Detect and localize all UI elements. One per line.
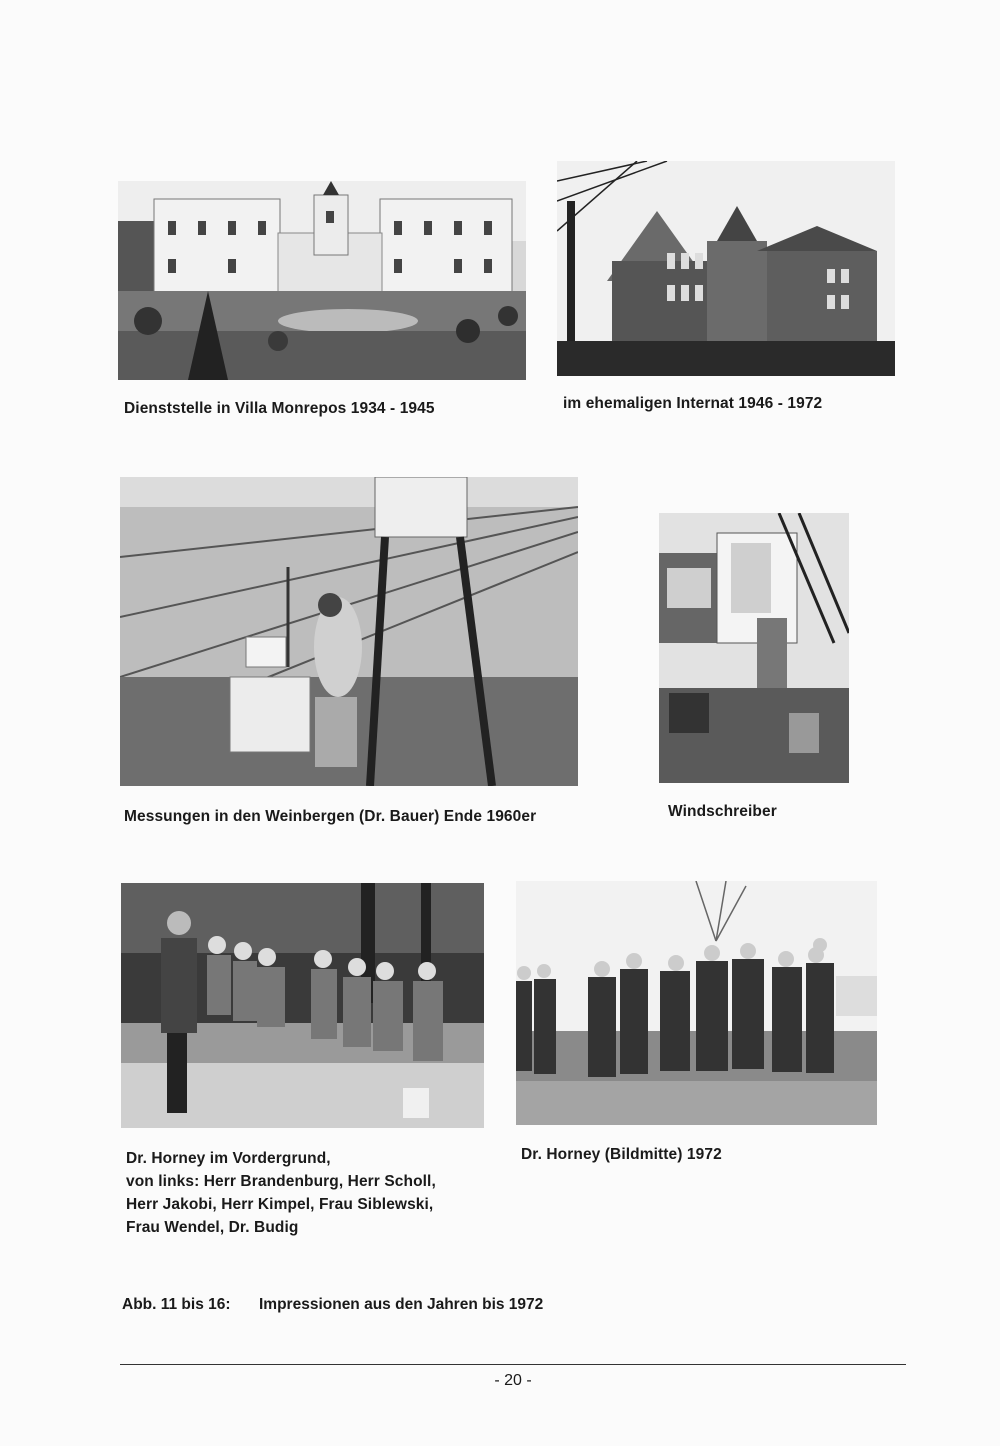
caption-line: Dr. Horney im Vordergrund, [126,1150,331,1167]
caption-weinberg-messungen: Messungen in den Weinbergen (Dr. Bauer) Ende 1960er [124,808,537,825]
photo-weinberg-messungen [120,477,578,786]
caption-villa-monrepos: Dienststelle in Villa Monrepos 1934 - 1945 [124,400,435,417]
photo-group-sitting [121,883,484,1128]
caption-internat: im ehemaligen Internat 1946 - 1972 [563,395,823,412]
caption-group-sitting [126,1147,436,1239]
figure-caption [122,1296,543,1314]
photo-villa-monrepos [118,181,526,380]
caption-line: von links: Herr Brandenburg, Herr Scholl, [126,1173,436,1190]
photo-internat [557,161,895,376]
caption-group-standing: Dr. Horney (Bildmitte) 1972 [521,1146,722,1163]
figure-caption-label: Abb. 11 bis 16: [122,1296,231,1313]
caption-line: Herr Jakobi, Herr Kimpel, Frau Siblewski, [126,1196,434,1213]
caption-windschreiber: Windschreiber [668,803,777,820]
footer-divider [120,1364,906,1365]
figure-caption-text: Impressionen aus den Jahren bis 1972 [259,1296,544,1313]
caption-line: Frau Wendel, Dr. Budig [126,1219,299,1236]
photo-windschreiber [659,513,849,783]
photo-group-standing [516,881,877,1125]
page-number: - 20 - [494,1372,532,1389]
